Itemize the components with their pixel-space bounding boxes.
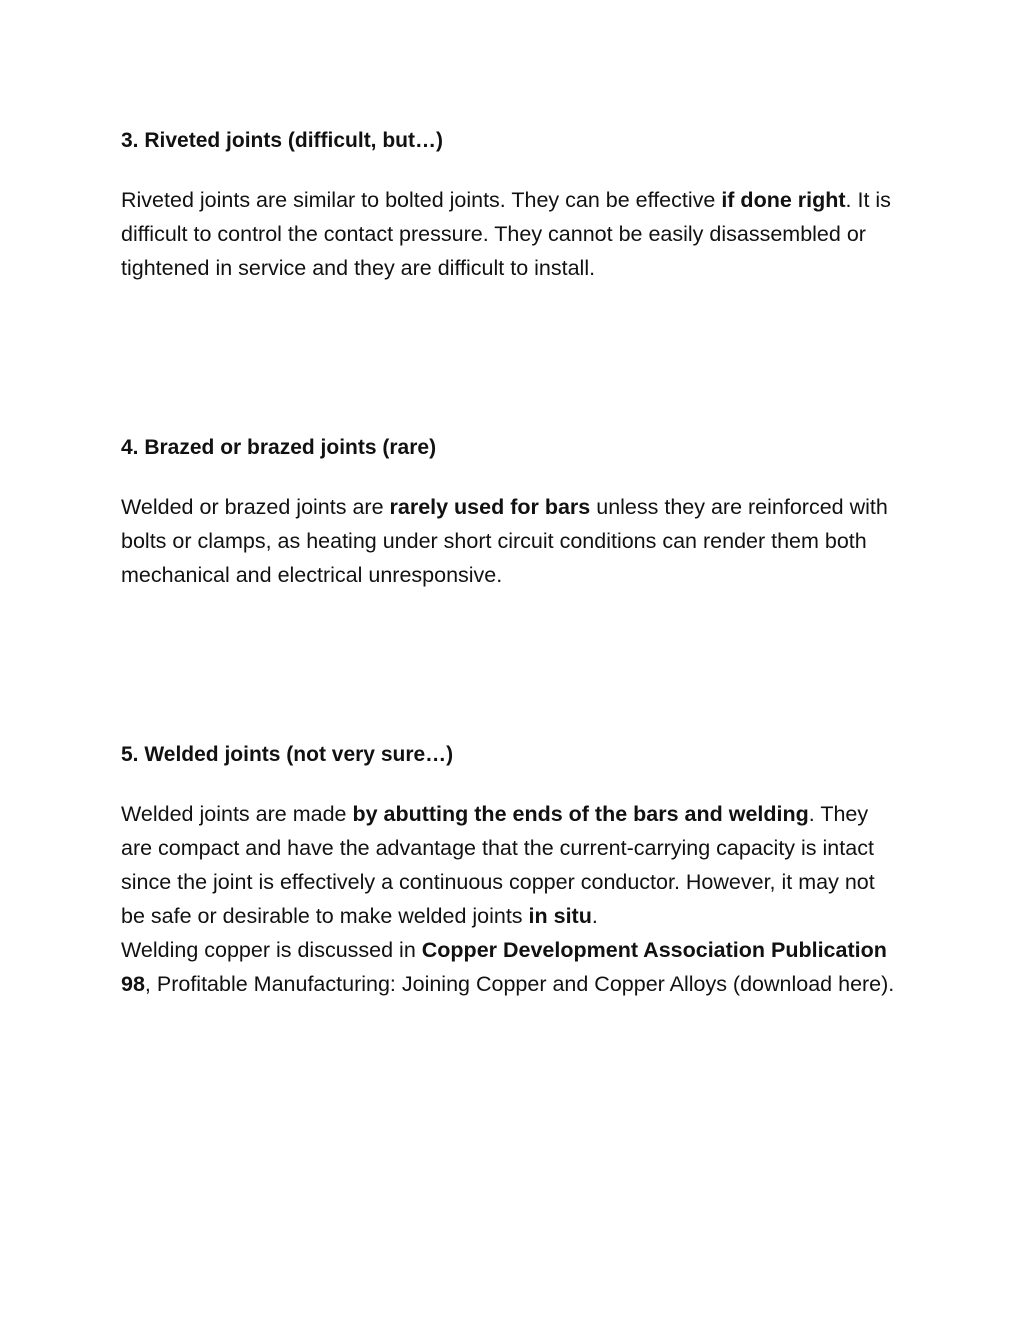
- paragraph-text: Welded joints are made: [121, 802, 353, 826]
- section-riveted-joints: [121, 127, 901, 285]
- paragraph-text: Welded or brazed joints are: [121, 495, 390, 519]
- paragraph-emphasis: by abutting the ends of the bars and welding: [352, 802, 809, 826]
- section-paragraph: [121, 183, 901, 285]
- paragraph-text: Riveted joints are similar to bolted joints. They can be effective: [121, 188, 722, 212]
- paragraph-text: unless they are reinforced with bolts or clamps, as heating under short circuit conditions can render them both mechanical and electrical unresponsive.: [121, 495, 888, 587]
- section-heading: 4. Brazed or brazed joints (rare): [121, 436, 437, 459]
- paragraph-emphasis: if done right: [721, 188, 846, 212]
- section-heading: 5. Welded joints (not very sure…): [121, 743, 454, 766]
- paragraph-emphasis: in situ: [528, 904, 592, 928]
- paragraph-emphasis: Copper Development Association Publication 98: [121, 938, 887, 996]
- paragraph-emphasis: rarely used for bars: [389, 495, 591, 519]
- section-heading: 3. Riveted joints (difficult, but…): [121, 129, 443, 152]
- section-paragraph: [121, 933, 901, 1001]
- section-paragraph: [121, 490, 901, 592]
- section-brazed-joints: [121, 434, 901, 592]
- paragraph-text: . It is difficult to control the contact pressure. They cannot be easily disassembled or tightened in service and they are difficult to install.: [121, 188, 891, 280]
- paragraph-text: Welding copper is discussed in: [121, 938, 422, 962]
- paragraph-text: . They are compact and have the advantage that the current-carrying capacity is intact since the joint is effectively a continuous copper conductor. However, it may not be safe or desirable to make welded joints: [121, 802, 875, 928]
- section-welded-joints: [121, 741, 901, 1001]
- section-paragraph: [121, 797, 901, 933]
- paragraph-text: .: [591, 904, 598, 928]
- paragraph-text: , Profitable Manufacturing: Joining Copper and Copper Alloys (download here).: [144, 972, 895, 996]
